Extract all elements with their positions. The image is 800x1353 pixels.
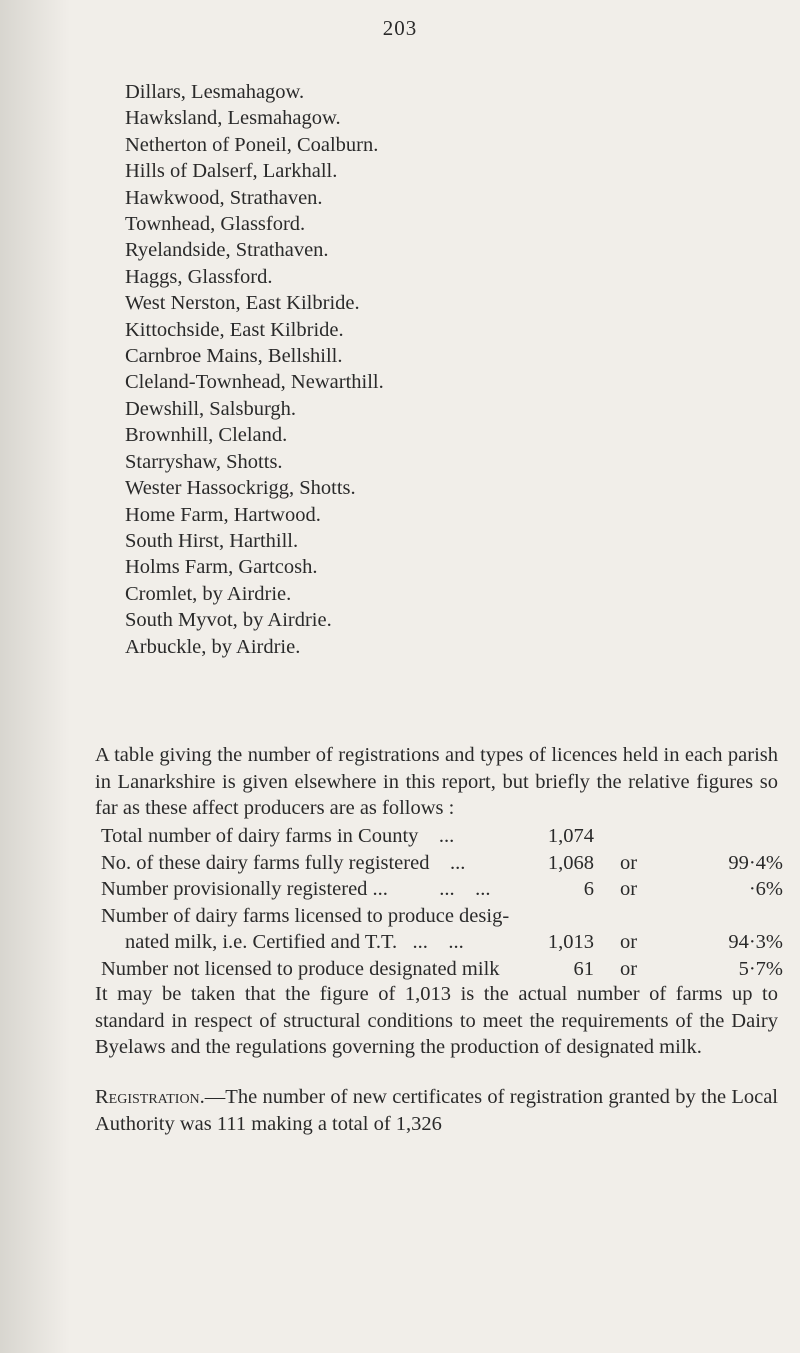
stat-or: or <box>620 931 638 953</box>
registration-text: —The number of new certificates of registration granted by the Local Authority was 111 making a total of 1,326 <box>95 1086 778 1135</box>
stat-number: 1,013 <box>547 931 594 953</box>
stat-percent: 5·7% <box>738 957 783 980</box>
farm-list <box>125 79 384 660</box>
list-item: South Hirst, Harthill. <box>125 529 299 552</box>
registration-heading: Registration. <box>95 1086 205 1108</box>
stat-label: Number provisionally registered ... ... ... <box>101 878 491 900</box>
list-item: Dillars, Lesmahagow. <box>125 81 305 103</box>
stats-table <box>101 823 791 982</box>
stat-or: or <box>620 878 638 900</box>
list-item: Cromlet, by Airdrie. <box>125 582 292 605</box>
list-item: Netherton of Poneil, Coalburn. <box>125 133 379 156</box>
list-item: Ryelandside, Strathaven. <box>125 239 329 262</box>
list-item: Home Farm, Hartwood. <box>125 503 321 526</box>
stat-number: 61 <box>573 957 594 980</box>
list-item: Townhead, Glassford. <box>125 213 306 236</box>
stats-row-not-licensed <box>101 956 791 983</box>
stats-row-total <box>101 823 791 850</box>
standard-paragraph: It may be taken that the figure of 1,013 is the actual number of farms up to standard in respect of structural conditions to meet the requirements of the Dairy Byelaws and the regulations governing the production of designated milk. <box>95 983 778 1058</box>
stat-number: 1,074 <box>547 825 594 847</box>
list-item: Haggs, Glassford. <box>125 265 273 288</box>
list-item: Dewshill, Salsburgh. <box>125 397 297 420</box>
list-item: Wester Hassockrigg, Shotts. <box>125 477 356 500</box>
list-item: South Myvot, by Airdrie. <box>125 609 332 632</box>
stat-label: nated milk, i.e. Certified and T.T. ... ... <box>125 931 464 953</box>
stat-number: 1,068 <box>547 851 594 874</box>
list-item: Hawkwood, Strathaven. <box>125 186 323 209</box>
intro-paragraph: A table giving the number of registrations and types of licences held in each parish in Lanarkshire is given elsewhere in this report, but briefly the relative figures so far as these affect producers are as follows : <box>95 744 778 819</box>
stats-row-registered <box>101 850 791 877</box>
list-item: Kittochside, East Kilbride. <box>125 318 344 341</box>
stat-percent: 94·3% <box>728 931 783 953</box>
stat-label: Total number of dairy farms in County ... <box>101 825 455 847</box>
stat-percent: ·6% <box>748 878 783 900</box>
stat-or: or <box>620 851 638 874</box>
stat-number: 6 <box>583 878 594 900</box>
stat-label: Number of dairy farms licensed to produce desig- <box>101 904 510 927</box>
list-item: Arbuckle, by Airdrie. <box>125 635 301 658</box>
stat-label: Number not licensed to produce designated milk <box>101 957 500 980</box>
stat-or: or <box>620 957 638 980</box>
list-item: Holms Farm, Gartcosh. <box>125 556 318 579</box>
list-item: Carnbroe Mains, Bellshill. <box>125 345 343 368</box>
stat-percent: 99·4% <box>728 851 783 874</box>
list-item: Brownhill, Cleland. <box>125 424 288 447</box>
stats-row-licensed-line2 <box>101 929 791 956</box>
page-number: 203 <box>382 16 418 40</box>
stats-row-licensed-line1 <box>101 903 791 930</box>
list-item: Cleland-Townhead, Newarthill. <box>125 371 384 394</box>
list-item: Hills of Dalserf, Larkhall. <box>125 160 338 183</box>
stats-row-provisional <box>101 876 791 903</box>
list-item: Hawksland, Lesmahagow. <box>125 107 341 130</box>
registration-paragraph <box>95 1084 778 1137</box>
list-item: West Nerston, East Kilbride. <box>125 292 360 315</box>
page-binding-shadow <box>0 0 70 1353</box>
stat-label: No. of these dairy farms fully registered ... <box>101 851 466 874</box>
list-item: Starryshaw, Shotts. <box>125 450 283 473</box>
